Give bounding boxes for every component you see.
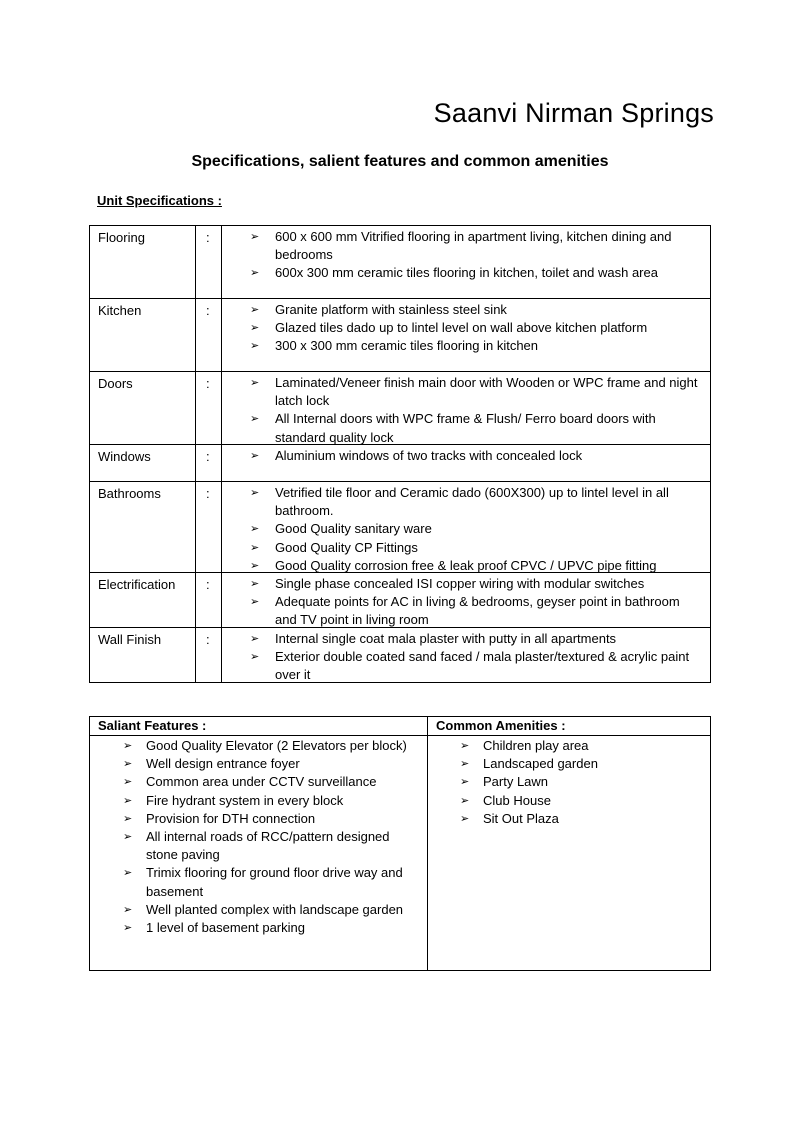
arrow-bullet-icon: ➢ [123, 740, 133, 752]
salient-features-list [90, 736, 427, 937]
arrow-bullet-icon: ➢ [250, 340, 260, 353]
spec-item [222, 630, 704, 648]
bullet-text: Party Lawn [483, 774, 549, 790]
bullet-text: Children play area [483, 738, 589, 753]
arrow-bullet-icon: ➢ [250, 267, 260, 280]
bullet-text: Fire hydrant system in every block [146, 792, 344, 808]
list-item [428, 773, 704, 791]
spec-item [222, 374, 704, 410]
bullet-text: Adequate points for AC in living & bedrooms, geyser point in bathroom and TV point in living room [275, 594, 680, 628]
document-title: Saanvi Nirman Springs [433, 98, 714, 128]
spec-items-list [222, 628, 710, 682]
arrow-bullet-icon: ➢ [250, 413, 260, 426]
list-item [428, 737, 704, 755]
bullet-text: All Internal doors with WPC frame & Flush/ Ferro board doors with standard quality lock [275, 411, 656, 445]
arrow-bullet-icon: ➢ [250, 523, 260, 536]
list-item [90, 810, 421, 828]
bullet-text: Good Quality corrosion free & leak proof CPVC / UPVC pipe fitting [275, 557, 657, 573]
bullet-text: Glazed tiles dado up to lintel level on wall above kitchen platform [275, 320, 648, 336]
arrow-bullet-icon: ➢ [460, 794, 470, 807]
arrow-bullet-icon: ➢ [250, 596, 260, 609]
arrow-bullet-icon: ➢ [460, 758, 470, 771]
salient-features-heading: Saliant Features : [90, 717, 427, 736]
spec-item [222, 593, 704, 629]
spec-row-windows [90, 444, 710, 481]
arrow-bullet-icon: ➢ [250, 487, 260, 499]
bullet-text: 1 level of basement parking [146, 920, 305, 936]
bullet-text: Granite platform with stainless steel sink [275, 302, 507, 317]
arrow-bullet-icon: ➢ [123, 812, 133, 825]
arrow-bullet-icon: ➢ [250, 377, 260, 389]
spec-row-doors [90, 371, 710, 444]
bullet-text: Good Quality Elevator (2 Elevators per block) [146, 738, 407, 753]
spec-item [222, 228, 704, 264]
list-item [90, 755, 421, 773]
arrow-bullet-icon: ➢ [250, 633, 260, 645]
list-item [90, 919, 421, 937]
bullet-text: Good Quality CP Fittings [275, 539, 418, 555]
spec-row-bathrooms [90, 481, 710, 572]
bullet-text: 600 x 600 mm Vitrified flooring in apartment living, kitchen dining and bedrooms [275, 229, 672, 263]
arrow-bullet-icon: ➢ [460, 812, 470, 825]
arrow-bullet-icon: ➢ [460, 740, 470, 752]
arrow-bullet-icon: ➢ [250, 651, 260, 664]
bullet-text: Provision for DTH connection [146, 810, 316, 826]
spec-colon: : [196, 372, 222, 444]
common-amenities-column [428, 717, 710, 970]
bullet-text: Landscaped garden [483, 756, 598, 772]
list-item [90, 737, 421, 755]
spec-label: Flooring [90, 226, 196, 298]
bullet-text: Aluminium windows of two tracks with concealed lock [275, 448, 583, 463]
spec-item [222, 539, 704, 557]
spec-colon: : [196, 299, 222, 371]
list-item [90, 901, 421, 919]
arrow-bullet-icon: ➢ [250, 559, 260, 572]
unit-specifications-heading: Unit Specifications : [97, 193, 222, 208]
spec-label: Bathrooms [90, 482, 196, 572]
bullet-text: Common area under CCTV surveillance [146, 774, 377, 790]
spec-item [222, 557, 704, 575]
spec-item [222, 520, 704, 538]
spec-colon: : [196, 482, 222, 572]
bullet-text: All internal roads of RCC/pattern designed stone paving [146, 829, 390, 863]
spec-items-list [222, 482, 710, 572]
spec-label: Wall Finish [90, 628, 196, 682]
arrow-bullet-icon: ➢ [250, 578, 260, 590]
spec-items-list [222, 372, 710, 444]
arrow-bullet-icon: ➢ [123, 831, 133, 844]
spec-item [222, 337, 704, 355]
list-item [90, 828, 421, 864]
spec-colon: : [196, 445, 222, 481]
unit-specifications-table [89, 225, 711, 683]
spec-label: Doors [90, 372, 196, 444]
arrow-bullet-icon: ➢ [250, 541, 260, 554]
list-item [428, 755, 704, 773]
arrow-bullet-icon: ➢ [250, 322, 260, 335]
arrow-bullet-icon: ➢ [250, 304, 260, 316]
salient-features-column [90, 717, 428, 970]
bullet-text: Club House [483, 792, 551, 808]
spec-label: Electrification [90, 573, 196, 627]
arrow-bullet-icon: ➢ [123, 867, 133, 880]
arrow-bullet-icon: ➢ [460, 776, 470, 789]
arrow-bullet-icon: ➢ [123, 758, 133, 771]
spec-label: Kitchen [90, 299, 196, 371]
spec-item [222, 484, 704, 520]
spec-items-list [222, 226, 710, 298]
bullet-text: Exterior double coated sand faced / mala plaster/textured & acrylic paint over it [275, 649, 690, 683]
spec-row-electrification [90, 572, 710, 627]
common-amenities-heading: Common Amenities : [428, 717, 710, 736]
spec-row-wall-finish [90, 627, 710, 682]
spec-item [222, 447, 704, 465]
spec-colon: : [196, 573, 222, 627]
list-item [428, 810, 704, 828]
spec-label: Windows [90, 445, 196, 481]
arrow-bullet-icon: ➢ [123, 922, 133, 935]
spec-items-list [222, 299, 710, 371]
list-item [90, 792, 421, 810]
bullet-text: Trimix flooring for ground floor drive way and basement [146, 865, 403, 899]
bullet-text: Laminated/Veneer finish main door with Wooden or WPC frame and night latch lock [275, 375, 698, 409]
spec-item [222, 410, 704, 446]
bullet-text: 600x 300 mm ceramic tiles flooring in kitchen, toilet and wash area [275, 265, 658, 281]
arrow-bullet-icon: ➢ [123, 794, 133, 807]
spec-item [222, 264, 704, 282]
list-item [90, 864, 421, 900]
arrow-bullet-icon: ➢ [123, 903, 133, 916]
list-item [90, 773, 421, 791]
spec-items-list [222, 445, 710, 481]
arrow-bullet-icon: ➢ [250, 231, 260, 243]
list-item [428, 792, 704, 810]
bullet-text: Single phase concealed ISI copper wiring with modular switches [275, 576, 645, 591]
spec-row-kitchen [90, 298, 710, 371]
bullet-text: Well design entrance foyer [146, 756, 300, 772]
spec-item [222, 319, 704, 337]
common-amenities-list [428, 736, 710, 828]
spec-item [222, 648, 704, 684]
spec-item [222, 301, 704, 319]
arrow-bullet-icon: ➢ [250, 450, 260, 462]
bullet-text: Good Quality sanitary ware [275, 521, 432, 537]
spec-colon: : [196, 226, 222, 298]
spec-items-list [222, 573, 710, 627]
bullet-text: 300 x 300 mm ceramic tiles flooring in kitchen [275, 338, 539, 354]
features-amenities-table [89, 716, 711, 971]
bullet-text: Internal single coat mala plaster with putty in all apartments [275, 631, 617, 646]
bullet-text: Well planted complex with landscape garden [146, 901, 404, 917]
spec-colon: : [196, 628, 222, 682]
spec-item [222, 575, 704, 593]
arrow-bullet-icon: ➢ [123, 776, 133, 789]
bullet-text: Sit Out Plaza [483, 810, 559, 826]
bullet-text: Vetrified tile floor and Ceramic dado (600X300) up to lintel level in all bathroom. [275, 485, 669, 519]
document-subtitle: Specifications, salient features and common amenities [191, 153, 609, 170]
spec-row-flooring [90, 226, 710, 298]
